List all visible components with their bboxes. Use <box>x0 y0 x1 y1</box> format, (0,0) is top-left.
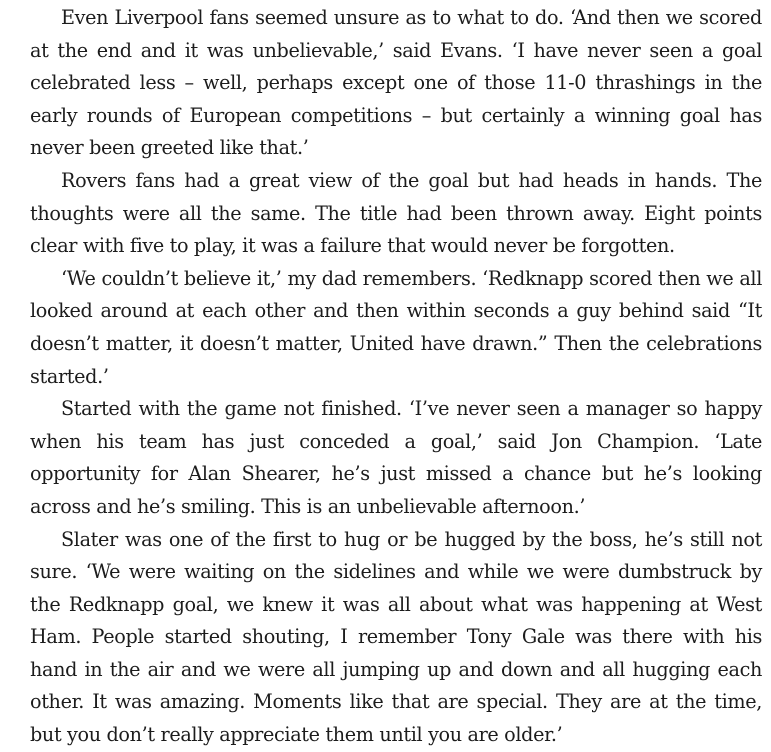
paragraph-1: Even Liverpool fans seemed unsure as to what to do. ‘And then we scored at the end and it was unbelievable,’ said Evans. ‘I have never seen a goal celebrated less – well, perhaps except one of those 11-0 thrashings in the early rounds of European competitions – but certainly a winning goal has never been greeted like that.’ <box>30 6 762 160</box>
paragraph-5: Slater was one of the first to hug or be hugged by the boss, he’s still not sure. ‘We were waiting on the sidelines and while we were dumbstruck by the Redknapp goal, we knew it was all about what was happening at West Ham. People started shouting, I remember Tony Gale was there with his hand in the air and we were all jumping up and down and all hugging each other. It was amazing. Moments like that are special. They are at the time, but you don’t really appreciate them until you are older.’ <box>30 527 762 747</box>
paragraph-4: Started with the game not finished. ‘I’ve never seen a manager so happy when his team has just conceded a goal,’ said Jon Champion. ‘Late opportunity for Alan Shearer, he’s just missed a chance but he’s looking across and he’s smiling. This is an unbelievable afternoon.’ <box>30 397 762 518</box>
paragraph-3: ‘We couldn’t believe it,’ my dad remembers. ‘Redknapp scored then we all looked around at each other and then within seconds a guy behind said “It doesn’t matter, it doesn’t matter, United have drawn.” Then the celebrations started.’ <box>30 266 762 388</box>
book-page <box>30 2 762 752</box>
paragraph-2: Rovers fans had a great view of the goal but had heads in hands. The thoughts were all the same. The title had been thrown away. Eight points clear with five to play, it was a failure that would never be forgotten. <box>30 168 762 258</box>
